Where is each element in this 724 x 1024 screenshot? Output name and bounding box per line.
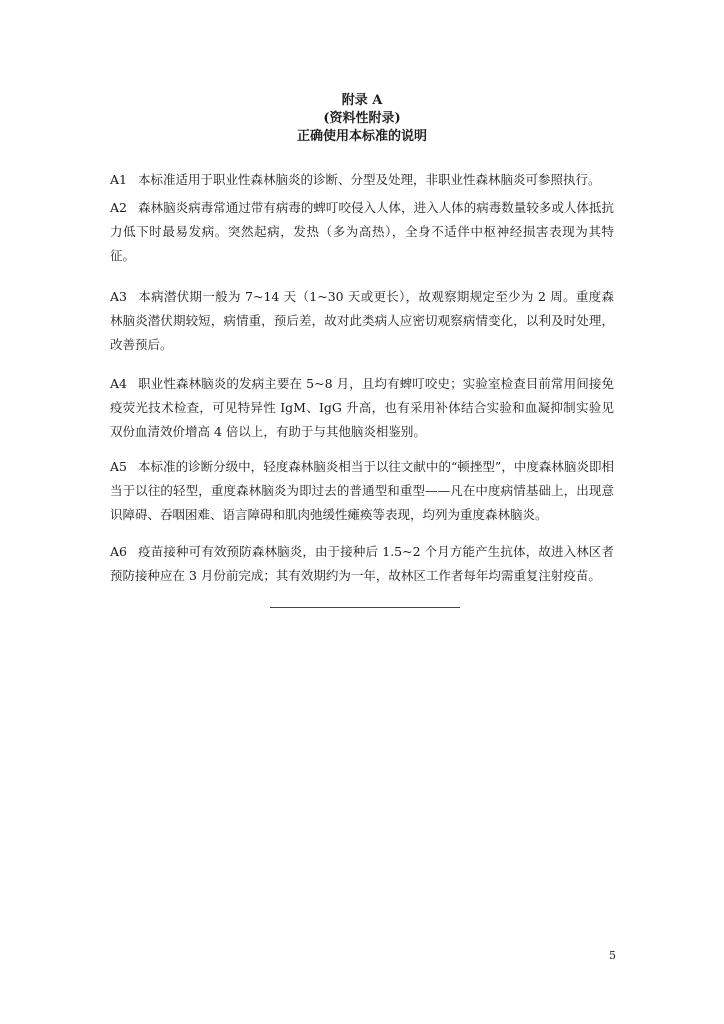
paragraph-text: 本标准的诊断分级中，轻度森林脑炎相当于以往文献中的“顿挫型”，中度森林脑炎即相当于以往的轻型，重度森林脑炎为即过去的普通型和重型——凡在中度病情基础上，出现意识障碍、吞咽困难、语言障碍和肌肉弛缓性瘫痪等表现，均列为重度森林脑炎。 <box>110 459 614 522</box>
paragraph-number: A4 <box>110 376 127 391</box>
paragraph-number: A3 <box>110 289 127 304</box>
paragraph-text: 疫苗接种可有效预防森林脑炎，由于接种后 1.5~2 个月方能产生抗体，故进入林区者预防接种应在 3 月份前完成；其有效期约为一年，故林区工作者每年均需重复注射疫苗。 <box>110 544 614 583</box>
appendix-title: 附录 A <box>341 93 383 108</box>
page-number: 5 <box>609 949 616 962</box>
paragraph-number: A5 <box>110 459 127 474</box>
paragraph-number: A1 <box>110 172 127 187</box>
paragraph-a6 <box>110 540 614 588</box>
appendix-type: (资料性附录) <box>323 111 401 126</box>
paragraph-a3 <box>110 285 614 357</box>
appendix-subtitle: 正确使用本标准的说明 <box>296 129 427 144</box>
paragraph-text: 本病潜伏期一般为 7~14 天（1~30 天或更长），故观察期规定至少为 2 周。重度森林脑炎潜伏期较短，病情重，预后差，故对此类病人应密切观察病情变化，以利及时处理，改善预后。 <box>110 289 614 352</box>
paragraph-a5 <box>110 455 614 527</box>
paragraph-text: 本标准适用于职业性森林脑炎的诊断、分型及处理，非职业性森林脑炎可参照执行。 <box>138 172 601 187</box>
end-rule <box>270 607 460 608</box>
paragraph-number: A6 <box>110 544 127 559</box>
paragraph-text: 森林脑炎病毒常通过带有病毒的蜱叮咬侵入人体，进入人体的病毒数量较多或人体抵抗力低下时最易发病。突然起病，发热（多为高热），全身不适伴中枢神经损害表现为其特征。 <box>110 200 614 263</box>
paragraph-a4 <box>110 372 614 444</box>
paragraph-number: A2 <box>110 200 127 215</box>
paragraph-text: 职业性森林脑炎的发病主要在 5~8 月，且均有蜱叮咬史；实验室检查目前常用间接免疫荧光技术检查，可见特异性 IgM、IgG 升高，也有采用补体结合实验和血凝抑制实验见双份血清效价增高 4 倍以上，有助于与其他脑炎相鉴别。 <box>110 376 614 439</box>
paragraph-a2 <box>110 196 614 268</box>
paragraph-a1 <box>110 168 614 192</box>
